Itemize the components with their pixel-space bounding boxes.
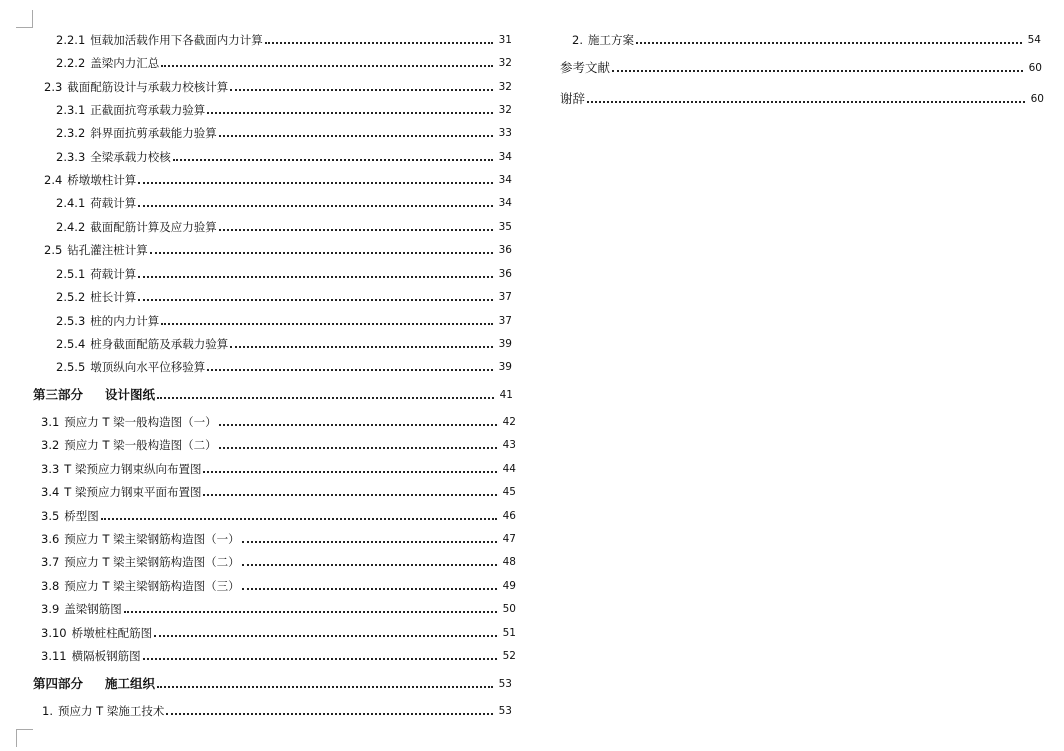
toc-dot-leader [587, 101, 1025, 103]
toc-page-number: 39 [498, 361, 512, 373]
toc-entry-title: 预应力 T 梁主梁钢筋构造图（一） [64, 532, 240, 546]
toc-entry-number: 2. [572, 33, 583, 47]
toc-dot-leader [101, 518, 497, 520]
toc-entry-number: 3.7 [41, 555, 60, 569]
toc-entry-number: 2.5.5 [56, 360, 86, 374]
toc-entry[interactable] [56, 124, 512, 142]
toc-entry-title: T 梁预应力钢束纵向布置图 [64, 462, 202, 476]
toc-page-number: 47 [502, 533, 516, 545]
toc-entry-title: 桥型图 [64, 509, 99, 523]
toc-entry-title: 桩的内力计算 [90, 314, 160, 328]
toc-entry[interactable] [572, 31, 1041, 49]
toc-entry[interactable] [33, 386, 513, 404]
toc-entry-title: 荷载计算 [90, 267, 137, 281]
toc-entry-number: 2.4.2 [56, 220, 86, 234]
toc-entry-title: 桩长计算 [90, 290, 137, 304]
toc-entry[interactable] [44, 241, 512, 259]
toc-page-number: 32 [498, 104, 512, 116]
toc-entry-number: 3.3 [41, 462, 60, 476]
toc-page-number: 52 [502, 650, 516, 662]
toc-dot-leader [138, 299, 493, 301]
toc-entry-number: 2.3.1 [56, 103, 86, 117]
toc-page-number: 54 [1027, 34, 1041, 46]
toc-entry[interactable] [41, 647, 516, 665]
toc-entry[interactable] [56, 288, 512, 306]
toc-page-number: 45 [502, 486, 516, 498]
toc-page-number: 34 [498, 197, 512, 209]
toc-entry[interactable] [41, 507, 516, 525]
toc-page-number: 34 [498, 174, 512, 186]
toc-entry-title: 预应力 T 梁一般构造图（一） [64, 415, 217, 429]
toc-entry-number: 3.1 [41, 415, 60, 429]
toc-entry-number: 3.10 [41, 626, 67, 640]
toc-page-number: 35 [498, 221, 512, 233]
page-corner-mark [16, 27, 33, 28]
toc-entry-number: 3.2 [41, 438, 60, 452]
toc-entry-title: 桥墩墩柱计算 [67, 173, 137, 187]
toc-entry[interactable] [41, 460, 516, 478]
toc-dot-leader [166, 713, 493, 715]
toc-entry-title: 预应力 T 梁主梁钢筋构造图（三） [64, 579, 240, 593]
toc-page-number: 50 [502, 603, 516, 615]
toc-page-number: 37 [498, 315, 512, 327]
toc-entry-number: 2.3.2 [56, 126, 86, 140]
toc-page-number: 34 [498, 151, 512, 163]
toc-page-number: 53 [498, 705, 512, 717]
toc-entry-title: 施工方案 [587, 33, 634, 47]
toc-dot-leader [138, 276, 493, 278]
toc-dot-leader [219, 229, 493, 231]
toc-page-number: 33 [498, 127, 512, 139]
toc-dot-leader [242, 541, 497, 543]
toc-entry-title: 谢辞 [560, 91, 586, 106]
toc-entry[interactable] [41, 483, 516, 501]
toc-entry[interactable] [41, 530, 516, 548]
toc-entry-title: 盖梁内力汇总 [90, 56, 160, 70]
toc-entry-title: 预应力 T 梁一般构造图（二） [64, 438, 217, 452]
toc-entry-number: 2.5 [44, 243, 63, 257]
toc-entry-title: 横隔板钢筋图 [71, 649, 141, 663]
toc-page-number: 36 [498, 268, 512, 280]
toc-page-number: 49 [502, 580, 516, 592]
toc-entry[interactable] [56, 101, 512, 119]
toc-entry-title: 盖梁钢筋图 [64, 602, 122, 616]
toc-entry-number: 2.3 [44, 80, 63, 94]
toc-page-number: 42 [502, 416, 516, 428]
toc-page-number: 51 [502, 627, 516, 639]
toc-entry-number: 3.5 [41, 509, 60, 523]
page-corner-mark [16, 729, 17, 747]
toc-entry-number: 3.6 [41, 532, 60, 546]
toc-dot-leader [265, 42, 493, 44]
toc-entry-number: 2.5.3 [56, 314, 86, 328]
toc-dot-leader [150, 252, 493, 254]
toc-entry-number: 3.11 [41, 649, 67, 663]
toc-entry[interactable] [41, 577, 516, 595]
toc-page-number: 39 [498, 338, 512, 350]
toc-page-number: 46 [502, 510, 516, 522]
toc-dot-leader [161, 65, 493, 67]
toc-page-number: 32 [498, 81, 512, 93]
toc-page-number: 60 [1030, 93, 1044, 105]
toc-entry-title: 设计图纸 [105, 387, 156, 402]
toc-entry-title: 全梁承载力校核 [90, 150, 171, 164]
toc-entry[interactable] [56, 194, 512, 212]
toc-entry-title: 施工组织 [105, 676, 156, 691]
toc-dot-leader [173, 159, 493, 161]
toc-entry-title: 荷载计算 [90, 196, 137, 210]
toc-entry-title: 正截面抗弯承载力验算 [90, 103, 206, 117]
toc-entry[interactable] [56, 148, 512, 166]
toc-entry-title: 墩顶纵向水平位移验算 [90, 360, 206, 374]
toc-dot-leader [157, 686, 493, 688]
toc-entry[interactable] [44, 171, 512, 189]
toc-page-number: 31 [498, 34, 512, 46]
toc-page-number: 43 [502, 439, 516, 451]
toc-dot-leader [203, 494, 497, 496]
toc-entry[interactable] [41, 436, 516, 454]
toc-dot-leader [219, 135, 493, 137]
toc-page-number: 36 [498, 244, 512, 256]
toc-entry-title: T 梁预应力钢束平面布置图 [64, 485, 202, 499]
toc-entry[interactable] [41, 624, 516, 642]
toc-entry-number: 2.3.3 [56, 150, 86, 164]
toc-page-number: 48 [502, 556, 516, 568]
toc-entry-number: 3.9 [41, 602, 60, 616]
page-corner-mark [16, 729, 33, 730]
toc-page-number: 44 [502, 463, 516, 475]
toc-page-number: 60 [1028, 62, 1042, 74]
toc-entry-number: 2.2.1 [56, 33, 86, 47]
toc-dot-leader [230, 346, 493, 348]
toc-dot-leader [242, 588, 497, 590]
toc-entry-title: 预应力 T 梁主梁钢筋构造图（二） [64, 555, 240, 569]
toc-entry-title: 截面配筋计算及应力验算 [90, 220, 217, 234]
toc-entry[interactable] [41, 553, 516, 571]
toc-entry[interactable] [56, 31, 512, 49]
toc-entry-title: 预应力 T 梁施工技术 [57, 704, 165, 718]
toc-entry-number: 3.4 [41, 485, 60, 499]
toc-dot-leader [207, 369, 493, 371]
toc-entry-title: 桥墩桩柱配筋图 [71, 626, 153, 640]
toc-entry-title: 斜界面抗剪承载能力验算 [90, 126, 217, 140]
toc-entry-number: 2.2.2 [56, 56, 86, 70]
toc-dot-leader [219, 447, 497, 449]
toc-entry-number: 2.4 [44, 173, 63, 187]
toc-entry-title: 桩身截面配筋及承载力验算 [90, 337, 229, 351]
toc-entry[interactable] [44, 78, 512, 96]
toc-page-number: 41 [499, 389, 513, 401]
page-corner-mark [16, 10, 33, 28]
toc-entry[interactable] [33, 675, 512, 693]
toc-dot-leader [138, 205, 493, 207]
toc-dot-leader [207, 112, 493, 114]
toc-entry-number: 2.5.1 [56, 267, 86, 281]
toc-dot-leader [138, 182, 493, 184]
toc-entry-number: 第三部分 [33, 387, 84, 402]
toc-dot-leader [612, 70, 1023, 72]
toc-entry-title: 截面配筋设计与承载力校核计算 [67, 80, 229, 94]
toc-dot-leader [157, 397, 494, 399]
toc-entry[interactable] [56, 312, 512, 330]
toc-entry[interactable] [56, 218, 512, 236]
toc-entry[interactable] [41, 413, 516, 431]
toc-entry-number: 3.8 [41, 579, 60, 593]
toc-dot-leader [161, 323, 493, 325]
toc-entry[interactable] [56, 358, 512, 376]
toc-dot-leader [219, 424, 497, 426]
toc-entry[interactable] [560, 90, 1044, 108]
toc-entry-number: 1. [42, 704, 53, 718]
toc-entry-title: 钻孔灌注桩计算 [67, 243, 148, 257]
toc-entry-number: 2.5.4 [56, 337, 86, 351]
toc-entry-title: 参考文献 [560, 60, 611, 75]
toc-entry[interactable] [56, 335, 512, 353]
toc-entry[interactable] [41, 600, 516, 618]
toc-dot-leader [230, 89, 493, 91]
toc-dot-leader [203, 471, 497, 473]
toc-page-number: 37 [498, 291, 512, 303]
toc-entry[interactable] [42, 702, 512, 720]
toc-dot-leader [636, 42, 1022, 44]
toc-entry-title: 恒载加活载作用下各截面内力计算 [90, 33, 263, 47]
toc-entry-number: 2.4.1 [56, 196, 86, 210]
toc-dot-leader [242, 564, 497, 566]
toc-entry[interactable] [56, 54, 512, 72]
toc-page-number: 53 [498, 678, 512, 690]
toc-entry[interactable] [560, 59, 1042, 77]
toc-entry-number: 2.5.2 [56, 290, 86, 304]
toc-entry[interactable] [56, 265, 512, 283]
toc-page-number: 32 [498, 57, 512, 69]
toc-entry-number: 第四部分 [33, 676, 84, 691]
toc-dot-leader [143, 658, 497, 660]
toc-dot-leader [154, 635, 497, 637]
toc-dot-leader [124, 611, 497, 613]
